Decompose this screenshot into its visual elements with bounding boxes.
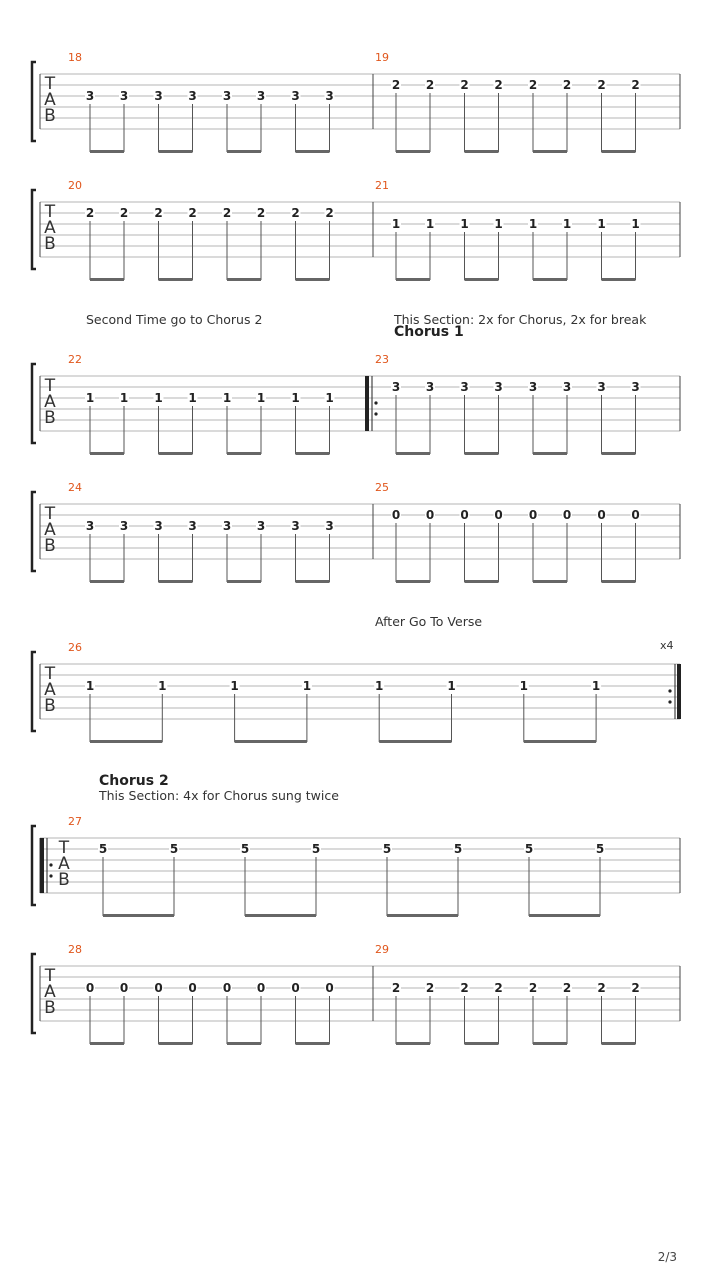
tab-clef-letter: A: [44, 90, 56, 110]
fret-number: 2: [597, 78, 606, 92]
tab-system: [32, 51, 680, 153]
fret-number: 2: [631, 981, 640, 995]
note-beam: [296, 452, 330, 455]
note-beam: [227, 1042, 261, 1045]
tab-clef-letter: B: [44, 408, 56, 428]
performance-note: After Go To Verse: [375, 614, 483, 629]
note-beam: [90, 150, 124, 153]
fret-number: 5: [240, 842, 250, 856]
tab-clef-letter: T: [44, 202, 56, 222]
note-beam: [90, 1042, 124, 1045]
measure-number: 25: [375, 481, 389, 494]
fret-number: 1: [528, 217, 538, 231]
fret-number: 1: [597, 217, 606, 231]
fret-number: 1: [494, 217, 503, 231]
repeat-dot: [668, 700, 671, 703]
fret-number: 2: [391, 78, 401, 92]
note-beam: [465, 150, 499, 153]
system-bracket: [32, 826, 36, 905]
note-beam: [396, 1042, 430, 1045]
note-beam: [602, 452, 636, 455]
note-beam: [524, 740, 596, 743]
fret-number: 1: [188, 391, 197, 405]
note-beam: [396, 150, 430, 153]
fret-number: 1: [460, 217, 469, 231]
fret-number: 3: [85, 519, 95, 533]
fret-number: 0: [222, 981, 232, 995]
fret-number: 3: [85, 89, 95, 103]
fret-number: 2: [188, 206, 197, 220]
repeat-dot: [49, 863, 52, 866]
fret-number: 3: [119, 519, 129, 533]
note-beam: [379, 740, 451, 743]
tab-system: [32, 773, 680, 917]
note-beam: [159, 580, 193, 583]
system-bracket: [32, 364, 36, 443]
tab-clef-letter: T: [44, 504, 56, 524]
fret-number: 3: [291, 519, 300, 533]
tab-clef-letter: T: [44, 966, 56, 986]
system-bracket: [32, 492, 36, 571]
note-beam: [90, 278, 124, 281]
tab-clef-letter: B: [44, 106, 56, 126]
fret-number: 1: [447, 679, 456, 693]
fret-number: 5: [169, 842, 179, 856]
note-beam: [529, 914, 600, 917]
fret-number: 2: [597, 981, 606, 995]
note-beam: [533, 278, 567, 281]
fret-number: 1: [562, 217, 572, 231]
tab-system: [32, 943, 680, 1045]
fret-number: 5: [595, 842, 605, 856]
tab-clef-letter: B: [58, 870, 70, 890]
repeat-dot: [668, 689, 671, 692]
repeat-dot: [374, 412, 377, 415]
fret-number: 2: [256, 206, 266, 220]
tab-clef-letter: A: [44, 218, 56, 238]
tab-system: [32, 179, 680, 281]
fret-number: 1: [230, 679, 239, 693]
note-beam: [90, 580, 124, 583]
measure-number: 26: [68, 641, 82, 654]
fret-number: 1: [85, 391, 95, 405]
fret-number: 0: [325, 981, 334, 995]
fret-number: 0: [597, 508, 606, 522]
fret-number: 1: [519, 679, 528, 693]
tab-clef-letter: A: [44, 982, 56, 1002]
fret-number: 5: [382, 842, 392, 856]
tab-clef-letter: B: [44, 998, 56, 1018]
fret-number: 0: [631, 508, 640, 522]
fret-number: 0: [460, 508, 469, 522]
fret-number: 2: [562, 78, 572, 92]
note-beam: [602, 278, 636, 281]
fret-number: 3: [119, 89, 129, 103]
fret-number: 3: [425, 380, 435, 394]
fret-number: 0: [256, 981, 266, 995]
note-beam: [245, 914, 316, 917]
fret-number: 1: [119, 391, 129, 405]
note-beam: [90, 452, 124, 455]
note-beam: [465, 452, 499, 455]
performance-note: This Section: 4x for Chorus sung twice: [99, 788, 339, 803]
note-beam: [465, 1042, 499, 1045]
fret-number: 3: [222, 519, 232, 533]
fret-number: 2: [528, 78, 538, 92]
fret-number: 0: [494, 508, 503, 522]
note-beam: [90, 740, 162, 743]
tab-clef-letter: A: [44, 680, 56, 700]
fret-number: 3: [154, 89, 163, 103]
note-beam: [296, 278, 330, 281]
note-beam: [602, 580, 636, 583]
tab-clef-letter: B: [44, 696, 56, 716]
page-number: 2/3: [657, 1250, 677, 1264]
measure-number: 28: [68, 943, 82, 956]
measure-number: 18: [68, 51, 82, 64]
note-beam: [465, 580, 499, 583]
fret-number: 2: [494, 981, 503, 995]
fret-number: 3: [325, 519, 334, 533]
note-beam: [396, 278, 430, 281]
fret-number: 1: [256, 391, 266, 405]
tab-system: [32, 614, 681, 743]
fret-number: 2: [85, 206, 95, 220]
fret-number: 3: [494, 380, 503, 394]
note-beam: [159, 278, 193, 281]
tab-clef-letter: B: [44, 234, 56, 254]
note-beam: [533, 452, 567, 455]
measure-number: 21: [375, 179, 389, 192]
note-beam: [602, 150, 636, 153]
fret-number: 0: [119, 981, 129, 995]
fret-number: 2: [562, 981, 572, 995]
fret-number: 1: [591, 679, 601, 693]
fret-number: 0: [188, 981, 197, 995]
note-beam: [602, 1042, 636, 1045]
fret-number: 1: [291, 391, 300, 405]
note-beam: [396, 580, 430, 583]
fret-number: 0: [154, 981, 163, 995]
note-beam: [159, 1042, 193, 1045]
fret-number: 0: [391, 508, 401, 522]
tab-clef-letter: A: [58, 854, 70, 874]
fret-number: 3: [528, 380, 538, 394]
fret-number: 0: [425, 508, 435, 522]
note-beam: [235, 740, 307, 743]
note-beam: [227, 278, 261, 281]
fret-number: 5: [98, 842, 108, 856]
note-beam: [227, 580, 261, 583]
tab-clef-letter: T: [58, 838, 70, 858]
fret-number: 3: [325, 89, 334, 103]
tab-clef-letter: A: [44, 520, 56, 540]
fret-number: 3: [222, 89, 232, 103]
fret-number: 3: [188, 89, 197, 103]
tab-clef-letter: B: [44, 536, 56, 556]
fret-number: 1: [222, 391, 232, 405]
note-beam: [103, 914, 174, 917]
fret-number: 1: [85, 679, 95, 693]
fret-number: 1: [631, 217, 640, 231]
measure-number: 20: [68, 179, 82, 192]
fret-number: 3: [256, 519, 266, 533]
performance-note: Second Time go to Chorus 2: [86, 312, 263, 327]
fret-number: 1: [375, 679, 384, 693]
fret-number: 2: [460, 78, 469, 92]
section-title: Chorus 2: [99, 773, 169, 789]
note-beam: [296, 1042, 330, 1045]
measure-number: 19: [375, 51, 389, 64]
fret-number: 2: [425, 78, 435, 92]
note-beam: [465, 278, 499, 281]
measure-number: 22: [68, 353, 82, 366]
fret-number: 5: [524, 842, 534, 856]
fret-number: 3: [256, 89, 266, 103]
fret-number: 0: [85, 981, 95, 995]
repeat-start-thick-bar: [365, 376, 369, 431]
fret-number: 3: [631, 380, 640, 394]
repeat-dot: [49, 874, 52, 877]
fret-number: 1: [158, 679, 167, 693]
fret-number: 1: [154, 391, 163, 405]
system-bracket: [32, 190, 36, 269]
fret-number: 0: [291, 981, 300, 995]
fret-number: 1: [302, 679, 312, 693]
system-bracket: [32, 652, 36, 731]
fret-number: 3: [154, 519, 163, 533]
fret-number: 1: [425, 217, 435, 231]
system-bracket: [32, 954, 36, 1033]
fret-number: 2: [528, 981, 538, 995]
note-beam: [227, 150, 261, 153]
repeat-end-thick-bar: [677, 664, 681, 719]
repeat-count: x4: [660, 639, 674, 652]
note-beam: [159, 150, 193, 153]
measure-number: 29: [375, 943, 389, 956]
fret-number: 0: [562, 508, 572, 522]
note-beam: [387, 914, 458, 917]
tab-clef-letter: T: [44, 74, 56, 94]
tab-system: [32, 481, 680, 583]
fret-number: 3: [562, 380, 572, 394]
note-beam: [227, 452, 261, 455]
note-beam: [533, 1042, 567, 1045]
fret-number: 5: [453, 842, 463, 856]
tab-system: [32, 312, 680, 455]
fret-number: 3: [391, 380, 401, 394]
system-bracket: [32, 62, 36, 141]
measure-number: 23: [375, 353, 389, 366]
fret-number: 2: [154, 206, 163, 220]
repeat-dot: [374, 401, 377, 404]
note-beam: [533, 580, 567, 583]
fret-number: 2: [325, 206, 334, 220]
fret-number: 3: [597, 380, 606, 394]
tab-clef-letter: A: [44, 392, 56, 412]
measure-number: 24: [68, 481, 82, 494]
performance-note: This Section: 2x for Chorus, 2x for break: [394, 312, 647, 327]
fret-number: 2: [425, 981, 435, 995]
note-beam: [296, 580, 330, 583]
fret-number: 5: [311, 842, 321, 856]
fret-number: 3: [460, 380, 469, 394]
fret-number: 3: [188, 519, 197, 533]
fret-number: 2: [631, 78, 640, 92]
fret-number: 2: [494, 78, 503, 92]
fret-number: 3: [291, 89, 300, 103]
section-title: Chorus 1: [394, 324, 464, 340]
fret-number: 2: [119, 206, 129, 220]
note-beam: [533, 150, 567, 153]
note-beam: [396, 452, 430, 455]
fret-number: 1: [391, 217, 401, 231]
note-beam: [159, 452, 193, 455]
measure-number: 27: [68, 815, 82, 828]
fret-number: 2: [460, 981, 469, 995]
tab-clef-letter: T: [44, 376, 56, 396]
fret-number: 2: [222, 206, 232, 220]
fret-number: 2: [291, 206, 300, 220]
tab-clef-letter: T: [44, 664, 56, 684]
repeat-start-thick-bar: [40, 838, 44, 893]
fret-number: 1: [325, 391, 334, 405]
note-beam: [296, 150, 330, 153]
fret-number: 2: [391, 981, 401, 995]
fret-number: 0: [528, 508, 538, 522]
